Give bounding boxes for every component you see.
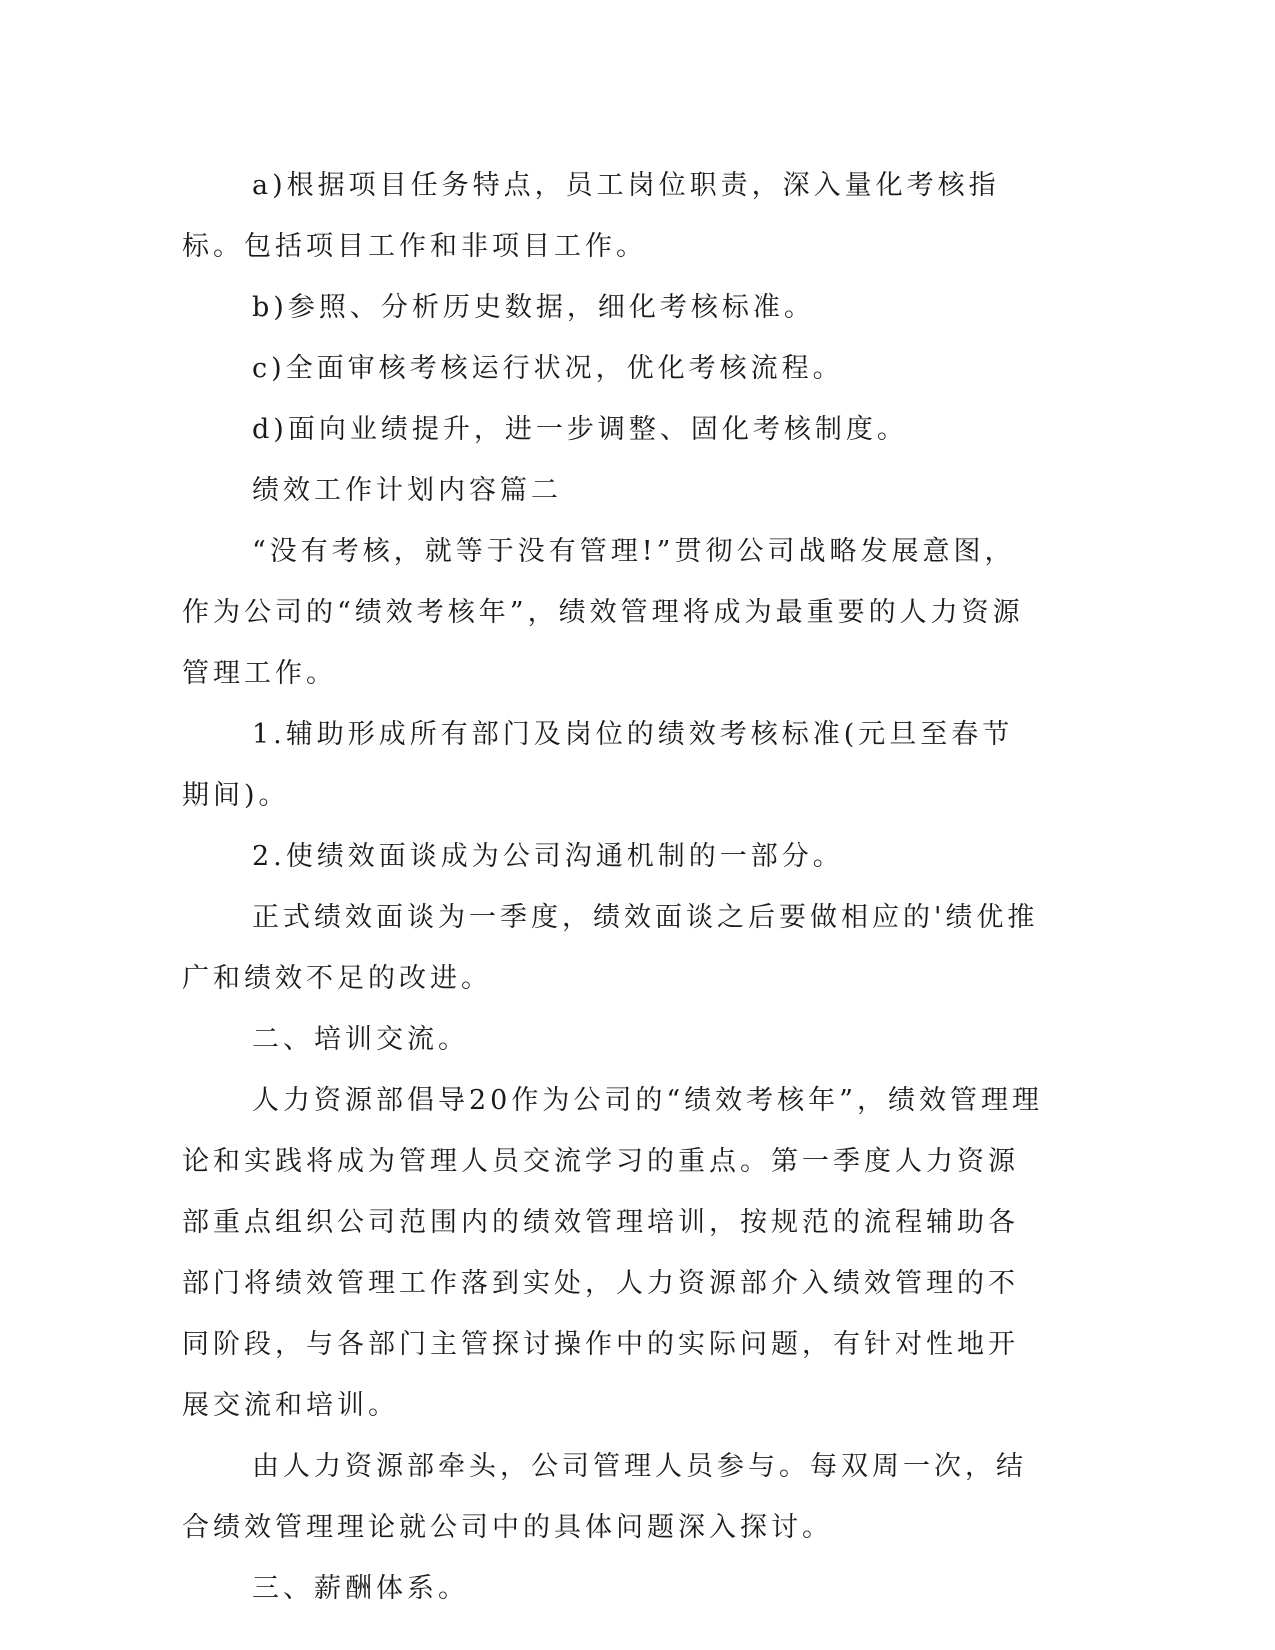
paragraph-assessment-process: c)全面审核考核运行状况，优化考核流程。: [252, 353, 844, 384]
section-heading-training: 二、培训交流。: [252, 1024, 469, 1055]
paragraph-performance-interview: 正式绩效面谈为一季度，绩效面谈之后要做相应的'绩优推广和绩效不足的改进。: [182, 902, 1039, 994]
paragraph-assessment-system: d)面向业绩提升，进一步调整、固化考核制度。: [252, 414, 908, 445]
paragraph-item-2: 2.使绩效面谈成为公司沟通机制的一部分。: [252, 841, 844, 872]
document-body: [182, 155, 1044, 1619]
paragraph-training-schedule: 由人力资源部牵头，公司管理人员参与。每双周一次，结合绩效管理理论就公司中的具体问题深入探讨。: [182, 1451, 1027, 1543]
section-heading-part-two: 绩效工作计划内容篇二: [252, 475, 562, 506]
paragraph-assessment-indicators: a)根据项目任务特点，员工岗位职责，深入量化考核指标。包括项目工作和非项目工作。: [182, 170, 1000, 262]
section-heading-compensation: 三、薪酬体系。: [252, 1573, 469, 1604]
paragraph-assessment-standards: b)参照、分析历史数据，细化考核标准。: [252, 292, 815, 323]
paragraph-training-detail: 人力资源部倡导20作为公司的“绩效考核年”，绩效管理理论和实践将成为管理人员交流学习的重点。第一季度人力资源部重点组织公司范围内的绩效管理培训，按规范的流程辅助各部门将绩效管理工作落到实处，人力资源部介入绩效管理的不同阶段，与各部门主管探讨操作中的实际问题，有针对性地开展交流和培训。: [182, 1085, 1043, 1421]
paragraph-item-1: 1.辅助形成所有部门及岗位的绩效考核标准(元旦至春节期间)。: [182, 719, 1014, 811]
paragraph-no-assessment-quote: “没有考核，就等于没有管理!”贯彻公司战略发展意图，作为公司的“绩效考核年”，绩效管理将成为最重要的人力资源管理工作。: [182, 536, 1024, 689]
